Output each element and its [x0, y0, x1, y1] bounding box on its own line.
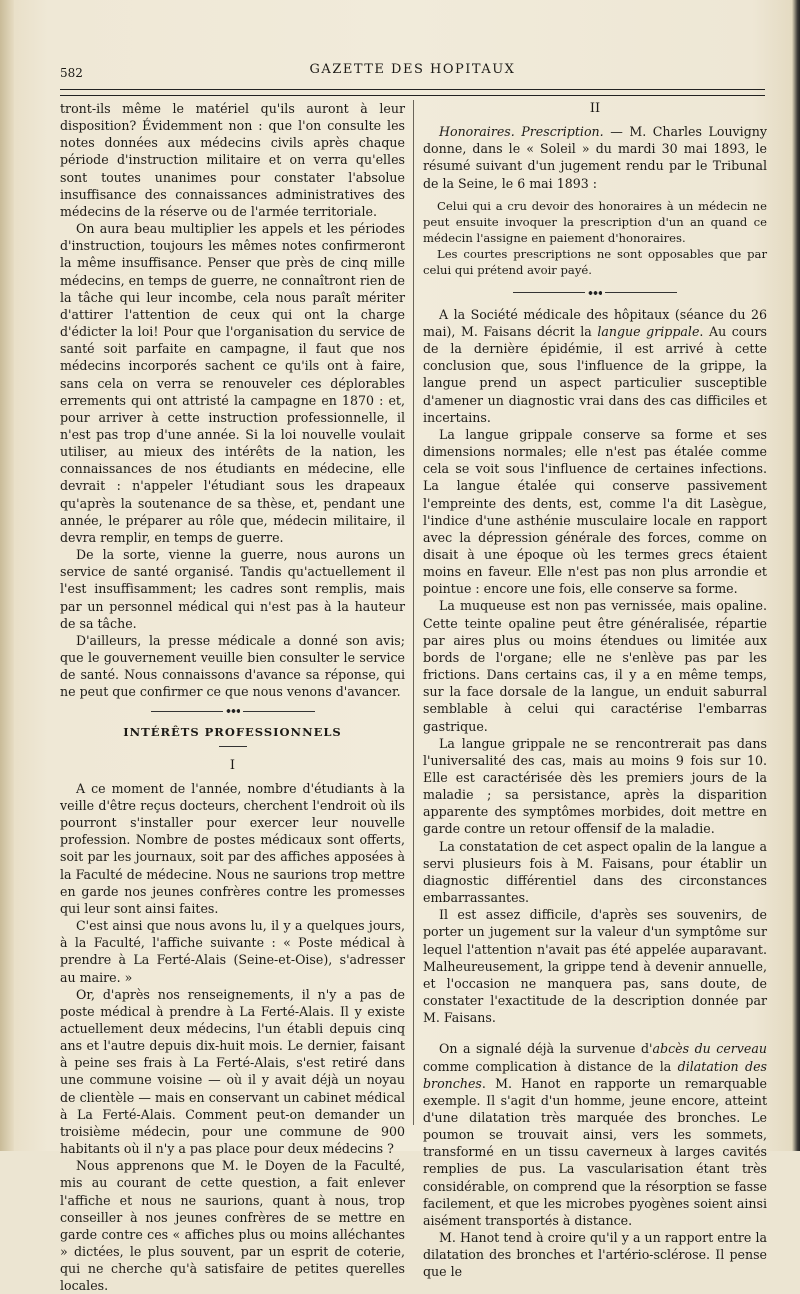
- emphasis: dilatation des bronches: [423, 1058, 767, 1091]
- section-heading: INTÉRÊTS PROFESSIONNELS: [123, 725, 342, 740]
- paragraph-text: On a signalé déjà la survenue d': [439, 1041, 653, 1057]
- paragraph: D'ailleurs, la presse médicale a donné son avis; que le gouvernement veuille bien consulter le service de santé. Nous connaissons d'avance sa réponse, qui ne peut que confirmer ce que nous venons d'avancer.: [60, 632, 405, 700]
- paragraph: On aura beau multiplier les appels et les périodes d'instruction, toujours les mêmes notes confirmeront la même insuffisance. Penser que près de cinq mille médecins, en temps de guerre, ne connaîtront rien de la tâche qui leur incombe, cela nous paraît mériter d'attirer l'attention de ceux qui ont la charge d'édicter la loi! Pour que l'organisation du service de santé soit parfaite en campagne, il faut que nos médecins incorporés sachent ce qu'ils ont à faire, sans cela on verra se renouveler ces déplorables errements qui ont attristé la campagne en 1870 : et, pour arriver à cette instruction professionnelle, il n'est pas trop d'une année. Si la loi nouvelle voulait utiliser, au mieux des intérêts de la nation, les connaissances de nos étudiants en médecine, elle devrait : n'appeler l'étudiant sous les drapeaux qu'après la soutenance de sa thèse, et, pendant une année, le préparer au rôle que, médecin militaire, il devra remplir, en temps de guerre.: [60, 221, 405, 545]
- paragraph-text: A la Société médicale des hôpitaux (séance du 26 mai), M. Faisans décrit la: [423, 306, 767, 339]
- paragraph: Or, d'après nos renseignements, il n'y a pas de poste médical à prendre à La Ferté-Alais. Il y existe actuellement deux médecins, l'un établi depuis cinq ans et l'autre depuis dix-huit mois. Le dernier, faisant à peine ses frais à La Ferté-Alais, s'est retiré dans une commune voisine — où il y avait déjà un noyau de clientèle — mais en conservant un cabinet médical à La Ferté-Alais. Comment peut-on demander un troisième médecin, pour une commune de 900 habitants où il n'y a pas place pour deux médecins ?: [60, 986, 405, 1157]
- section-ornament: [60, 708, 405, 714]
- heading-rule: [219, 746, 247, 747]
- paragraph: [423, 306, 767, 426]
- paragraph-text: comme complication à distance de la: [423, 1058, 678, 1074]
- paragraph: [423, 1040, 767, 1229]
- emphasis: abcès du cerveau: [652, 1041, 767, 1057]
- subsection-number: I: [229, 757, 236, 773]
- column-divider: [413, 100, 414, 1125]
- paragraph: tront-ils même le matériel qu'ils auront à leur disposition? Évidemment non : que l'on consulte les notes données aux médecins civils après chaque période d'instruction militaire et on verra qu'elles sont toutes unanimes pour constater l'absolue insuffisance des connaissances administratives des médecins de la réserve ou de l'armée territoriale.: [60, 101, 405, 219]
- paragraph-lead: Honoraires. Prescription.: [439, 124, 604, 140]
- quote-paragraph: Celui qui a cru devoir des honoraires à un médecin ne peut ensuite invoquer la prescription d'un an quand ce médecin l'assigne en paiement d'honoraires.: [423, 198, 767, 245]
- paragraph-text: . Au cours de la dernière épidémie, il est arrivé à cette conclusion que, sous l'influence de la grippe, la langue prend un aspect particulier susceptible d'amener un diagnostic vrai dans des cas difficiles et incertains.: [423, 323, 767, 425]
- running-title: GAZETTE DES HOPITAUX: [309, 62, 516, 77]
- paragraph: Nous apprenons que M. le Doyen de la Faculté, mis au courant de cette question, a fait enlever l'affiche et nous ne saurions, quant à nous, trop conseiller à nos jeunes confrères de se mettre en garde contre ces « affiches plus ou moins alléchantes » dictées, le plus souvent, par un esprit de coterie, qui ne cherche qu'à satisfaire de petites querelles locales.: [60, 1158, 405, 1294]
- quote-paragraph: Les courtes prescriptions ne sont opposables que par celui qui prétend avoir payé.: [423, 246, 767, 277]
- emphasis: langue grippale: [597, 323, 700, 339]
- page-header: [60, 60, 765, 86]
- section-ornament: [423, 290, 767, 296]
- paragraph: La langue grippale conserve sa forme et ses dimensions normales; elle n'est pas étalée comme cela se voit sous l'influence de certaines infections. La langue étalée qui conserve passivement l'empreinte des dents, est, comme l'a dit Lasègue, l'indice d'une asthénie musculaire locale en rapport avec la dépression générale des forces, comme on disait à une époque où les termes grecs étaient moins en faveur. Elle n'est pas non plus arrondie et pointue : encore une fois, elle conserve sa forme.: [423, 426, 767, 597]
- paragraph-gap: [423, 1026, 767, 1040]
- paragraph-text: . M. Hanot en rapporte un remarquable exemple. Il s'agit d'un homme, jeune encore, atteint d'une dilatation très marquée des bronches. Le poumon se trouvait ainsi, vers les sommets, transformé en un tissu caverneux à larges cavités remplies de pus. La vascularisation étant très considérable, on comprend que la résorption se fasse facilement, et que les microbes pyogènes soient ainsi aisément transportés à distance.: [423, 1075, 767, 1228]
- paragraph: La langue grippale ne se rencontrerait pas dans l'universalité des cas, mais au moins 9 fois sur 10. Elle est caractérisée dès les premiers jours de la maladie ; sa persistance, après la disparition apparente des symptômes morbides, doit mettre en garde contre un retour offensif de la maladie.: [423, 735, 767, 837]
- page-edge: [792, 0, 800, 1151]
- subsection-number: II: [589, 101, 601, 116]
- paragraph: [423, 123, 767, 192]
- quoted-judgment: [423, 198, 767, 278]
- page-number: 582: [60, 66, 83, 80]
- paragraph: C'est ainsi que nous avons lu, il y a quelques jours, à la Faculté, l'affiche suivante : « Poste médical à prendre à La Ferté-Alais (Seine-et-Oise), s'adresser au maire. »: [60, 918, 405, 985]
- paragraph: De la sorte, vienne la guerre, nous aurons un service de santé organisé. Tandis qu'actuellement il l'est insuffisamment; les cadres sont remplis, mais par un personnel médical qui n'est pas à la hauteur de sa tâche.: [60, 547, 405, 631]
- binding-shadow: [0, 0, 14, 1151]
- paragraph: La constatation de cet aspect opalin de la langue a servi plusieurs fois à M. Faisans, pour établir un diagnostic différentiel dans des circonstances embarrassantes.: [423, 838, 767, 906]
- left-column: [60, 100, 405, 1294]
- right-column: [423, 100, 767, 1281]
- paragraph: M. Hanot tend à croire qu'il y a un rapport entre la dilatation des bronches et l'artério-sclérose. Il pense que le: [423, 1230, 767, 1280]
- paragraph: A ce moment de l'année, nombre d'étudiants à la veille d'être reçus docteurs, cherchent l'endroit où ils pourront s'installer pour exercer leur nouvelle profession. Nombre de postes médicaux sont offerts, soit par les journaux, soit par des affiches apposées à la Faculté de médecine. Nous ne saurions trop mettre en garde nos jeunes confrères contre les promesses qui leur sont ainsi faites.: [60, 780, 405, 916]
- paragraph: La muqueuse est non pas vernissée, mais opaline. Cette teinte opaline peut être généralisée, répartie par aires plus ou moins étendues ou limitée aux bords de l'organe; elle ne s'enlève pas par les frictions. Dans certains cas, il y a en même temps, sur la face dorsale de la langue, un enduit saburral semblable à celui qui caractérise l'embarras gastrique.: [423, 598, 767, 734]
- header-rule: [60, 89, 765, 96]
- paragraph: Il est assez difficile, d'après ses souvenirs, de porter un jugement sur la valeur d'un symptôme sur lequel l'attention n'avait pas été appelée auparavant. Malheureusement, la grippe tend à devenir annuelle, et l'occasion ne manquera pas, sans doute, de constater l'exactitude de la description donnée par M. Faisans.: [423, 907, 767, 1026]
- paragraph-text: — M. Charles Louvigny donne, dans le « Soleil » du mardi 30 mai 1893, le résumé suivant d'un jugement rendu par le Tribunal de la Seine, le 6 mai 1893 :: [423, 124, 767, 191]
